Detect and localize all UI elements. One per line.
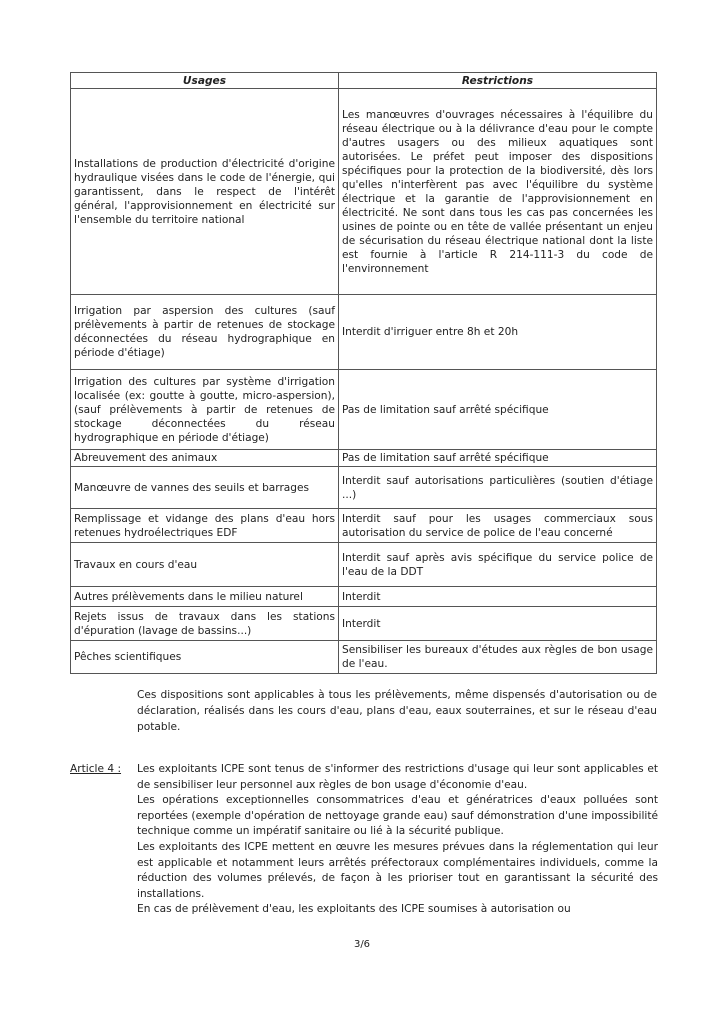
table-header-row <box>71 73 657 89</box>
header-usages: Usages <box>71 73 339 89</box>
restriction-cell: Interdit sauf après avis spécifique du service police de l'eau de la DDT <box>339 543 657 587</box>
article-4 <box>70 762 658 918</box>
restriction-cell: Pas de limitation sauf arrêté spécifique <box>339 370 657 450</box>
usage-cell: Remplissage et vidange des plans d'eau hors retenues hydroélectriques EDF <box>71 509 339 543</box>
applicability-paragraph: Ces dispositions sont applicables à tous les prélèvements, même dispensés d'autorisation ou de déclaration, réalisés dans les cours d'eau, plans d'eau, eaux souterraines, et sur le réseau d'eau potable. <box>137 689 657 733</box>
restriction-cell: Interdit <box>339 587 657 607</box>
article-paragraph: Les opérations exceptionnelles consommatrices d'eau et génératrices d'eaux polluées sont reportées (exemple d'opération de nettoyage grande eau) sauf démonstration d'une impossibilité technique comme un impératif sanitaire ou lié à la sécurité publique. <box>137 794 658 838</box>
table-row <box>71 607 657 641</box>
article-paragraph: En cas de prélèvement d'eau, les exploitants des ICPE soumises à autorisation ou <box>137 903 571 916</box>
table-row <box>71 587 657 607</box>
restriction-cell: Sensibiliser les bureaux d'études aux règles de bon usage de l'eau. <box>339 641 657 674</box>
table-row <box>71 543 657 587</box>
table-row <box>71 89 657 295</box>
usage-cell: Irrigation par aspersion des cultures (sauf prélèvements à partir de retenues de stockage déconnectées du réseau hydrographique en période d'étiage) <box>71 295 339 370</box>
restriction-cell: Interdit sauf pour les usages commerciaux sous autorisation du service de police de l'eau concerné <box>339 509 657 543</box>
usage-cell: Manœuvre de vannes des seuils et barrages <box>71 467 339 509</box>
usage-cell: Pêches scientifiques <box>71 641 339 674</box>
restriction-cell: Interdit sauf autorisations particulières (soutien d'étiage ...) <box>339 467 657 509</box>
usage-cell: Autres prélèvements dans le milieu naturel <box>71 587 339 607</box>
usage-cell: Installations de production d'électricité d'origine hydraulique visées dans le code de l'énergie, qui garantissent, dans le respect de l'intérêt général, l'approvisionnement en électricité sur l'ensemble du territoire national <box>71 89 339 295</box>
restriction-cell: Interdit d'irriguer entre 8h et 20h <box>339 295 657 370</box>
page-number: 3/6 <box>353 939 371 950</box>
table-row <box>71 467 657 509</box>
table-row <box>71 450 657 467</box>
table-row <box>71 370 657 450</box>
usage-cell: Rejets issus de travaux dans les stations d'épuration (lavage de bassins...) <box>71 607 339 641</box>
restriction-cell: Pas de limitation sauf arrêté spécifique <box>339 450 657 467</box>
article-paragraph: Les exploitants ICPE sont tenus de s'informer des restrictions d'usage qui leur sont applicables et de sensibiliser leur personnel aux règles de bon usage d'économie d'eau. <box>137 763 658 791</box>
article-paragraph: Les exploitants des ICPE mettent en œuvre les mesures prévues dans la réglementation qui leur est applicable et notamment leurs arrêtés préfectoraux complémentaires individuels, comme la réduction des volumes prélevés, de façon à les prioriser tout en garantissant la sécurité des installations. <box>137 840 658 900</box>
usage-cell: Abreuvement des animaux <box>71 450 339 467</box>
table-row <box>71 509 657 543</box>
restrictions-table <box>70 72 657 674</box>
restriction-cell: Interdit <box>339 607 657 641</box>
header-restrictions: Restrictions <box>339 73 657 89</box>
usage-cell: Irrigation des cultures par système d'irrigation localisée (ex: goutte à goutte, micro-aspersion), (sauf prélèvements à partir de retenues de stockage déconnectées du réseau hydrographique en période d'étiage) <box>71 370 339 450</box>
restriction-cell: Les manœuvres d'ouvrages nécessaires à l'équilibre du réseau électrique ou à la délivrance d'eau pour le compte d'autres usagers ou des milieux aquatiques sont autorisées. Le préfet peut imposer des dispositions spécifiques pour la protection de la biodiversité, dès lors qu'elles n'interfèrent pas avec l'équilibre du système électrique et la garantie de l'approvisionnement en électricité. Ne sont dans tous les cas pas concernées les usines de pointe ou en tête de vallée présentant un enjeu de sécurisation du réseau électrique national dont la liste est fournie à l'article R 214-111-3 du code de l'environnement <box>339 89 657 295</box>
table-row <box>71 641 657 674</box>
article-4-body <box>137 762 658 918</box>
usage-cell: Travaux en cours d'eau <box>71 543 339 587</box>
table-row <box>71 295 657 370</box>
article-4-label: Article 4 : <box>70 763 122 775</box>
